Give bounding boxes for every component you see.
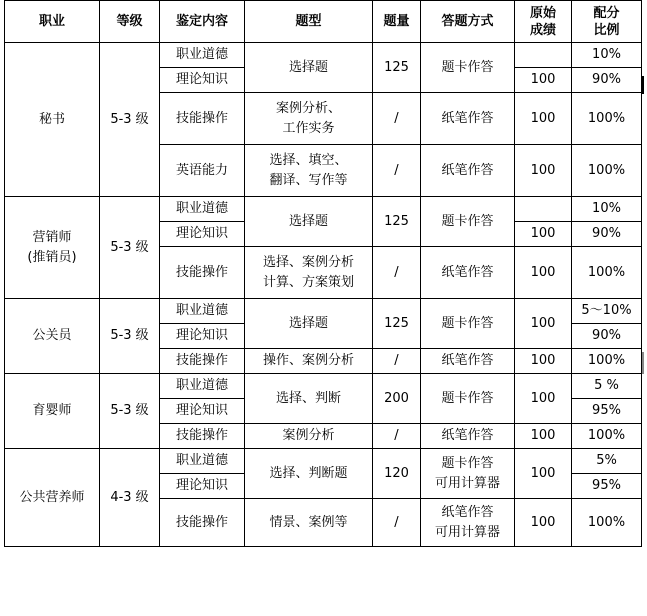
header-count: 题量	[373, 1, 421, 43]
answer-method-cell: 题卡作答	[421, 43, 515, 93]
level-cell: 5-3 级	[100, 197, 160, 299]
answer-method-cell: 纸笔作答	[421, 93, 515, 145]
table-row	[5, 299, 642, 324]
count-cell: /	[373, 499, 421, 547]
ratio-cell: 100%	[572, 145, 642, 197]
score-cell	[515, 43, 572, 68]
table-row	[5, 43, 642, 68]
ratio-cell: 90%	[572, 222, 642, 247]
count-cell: /	[373, 424, 421, 449]
ratio-cell: 95%	[572, 399, 642, 424]
question-type-cell: 选择、案例分析 计算、方案策划	[245, 247, 373, 299]
ratio-cell: 90%	[572, 68, 642, 93]
score-cell: 100	[515, 499, 572, 547]
content-cell: 技能操作	[160, 499, 245, 547]
score-cell: 100	[515, 145, 572, 197]
count-cell: /	[373, 145, 421, 197]
question-type-cell: 选择题	[245, 197, 373, 247]
question-type-cell: 情景、案例等	[245, 499, 373, 547]
score-cell: 100	[515, 222, 572, 247]
ratio-cell: 95%	[572, 474, 642, 499]
count-cell: 125	[373, 197, 421, 247]
answer-method-cell: 题卡作答	[421, 374, 515, 424]
score-cell: 100	[515, 68, 572, 93]
question-type-cell: 选择题	[245, 299, 373, 349]
header-ratio: 配分 比例	[572, 1, 642, 43]
header-content: 鉴定内容	[160, 1, 245, 43]
count-cell: /	[373, 349, 421, 374]
edge-marker	[642, 76, 644, 94]
content-cell: 技能操作	[160, 424, 245, 449]
score-cell: 100	[515, 93, 572, 145]
score-cell: 100	[515, 349, 572, 374]
ratio-cell: 100%	[572, 93, 642, 145]
content-cell: 理论知识	[160, 222, 245, 247]
score-cell: 100	[515, 449, 572, 499]
content-cell: 职业道德	[160, 374, 245, 399]
content-cell: 职业道德	[160, 197, 245, 222]
exam-table	[4, 0, 642, 547]
ratio-cell: 100%	[572, 424, 642, 449]
header-question-type: 题型	[245, 1, 373, 43]
ratio-cell: 100%	[572, 247, 642, 299]
answer-method-cell: 题卡作答	[421, 299, 515, 349]
header-level: 等级	[100, 1, 160, 43]
question-type-cell: 操作、案例分析	[245, 349, 373, 374]
content-cell: 技能操作	[160, 349, 245, 374]
occupation-cell: 公关员	[5, 299, 100, 374]
edge-marker	[642, 352, 644, 374]
content-cell: 理论知识	[160, 399, 245, 424]
ratio-cell: 5%	[572, 449, 642, 474]
occupation-cell: 育婴师	[5, 374, 100, 449]
answer-method-cell: 纸笔作答 可用计算器	[421, 499, 515, 547]
answer-method-cell: 题卡作答 可用计算器	[421, 449, 515, 499]
count-cell: 120	[373, 449, 421, 499]
content-cell: 英语能力	[160, 145, 245, 197]
count-cell: /	[373, 247, 421, 299]
level-cell: 4-3 级	[100, 449, 160, 547]
header-raw-score: 原始 成绩	[515, 1, 572, 43]
exam-table-container	[4, 0, 645, 547]
content-cell: 理论知识	[160, 68, 245, 93]
content-cell: 职业道德	[160, 449, 245, 474]
score-cell: 100	[515, 247, 572, 299]
ratio-cell: 5 %	[572, 374, 642, 399]
question-type-cell: 选择题	[245, 43, 373, 93]
content-cell: 理论知识	[160, 324, 245, 349]
question-type-cell: 选择、填空、 翻译、写作等	[245, 145, 373, 197]
score-cell: 100	[515, 374, 572, 424]
question-type-cell: 选择、判断题	[245, 449, 373, 499]
content-cell: 技能操作	[160, 93, 245, 145]
occupation-cell: 公共营养师	[5, 449, 100, 547]
ratio-cell: 90%	[572, 324, 642, 349]
ratio-cell: 10%	[572, 197, 642, 222]
answer-method-cell: 纸笔作答	[421, 349, 515, 374]
ratio-cell: 10%	[572, 43, 642, 68]
occupation-cell: 营销师 (推销员)	[5, 197, 100, 299]
table-row	[5, 374, 642, 399]
content-cell: 职业道德	[160, 43, 245, 68]
content-cell: 理论知识	[160, 474, 245, 499]
header-row	[5, 1, 642, 43]
answer-method-cell: 纸笔作答	[421, 145, 515, 197]
count-cell: 125	[373, 299, 421, 349]
count-cell: /	[373, 93, 421, 145]
question-type-cell: 案例分析、 工作实务	[245, 93, 373, 145]
occupation-cell: 秘书	[5, 43, 100, 197]
answer-method-cell: 纸笔作答	[421, 247, 515, 299]
content-cell: 职业道德	[160, 299, 245, 324]
ratio-cell: 100%	[572, 499, 642, 547]
table-row	[5, 197, 642, 222]
header-answer-method: 答题方式	[421, 1, 515, 43]
ratio-cell: 5～10%	[572, 299, 642, 324]
question-type-cell: 选择、判断	[245, 374, 373, 424]
score-cell: 100	[515, 299, 572, 349]
count-cell: 200	[373, 374, 421, 424]
table-row	[5, 449, 642, 474]
ratio-cell: 100%	[572, 349, 642, 374]
header-occupation: 职业	[5, 1, 100, 43]
score-cell	[515, 197, 572, 222]
level-cell: 5-3 级	[100, 374, 160, 449]
count-cell: 125	[373, 43, 421, 93]
content-cell: 技能操作	[160, 247, 245, 299]
answer-method-cell: 题卡作答	[421, 197, 515, 247]
score-cell: 100	[515, 424, 572, 449]
answer-method-cell: 纸笔作答	[421, 424, 515, 449]
level-cell: 5-3 级	[100, 299, 160, 374]
level-cell: 5-3 级	[100, 43, 160, 197]
question-type-cell: 案例分析	[245, 424, 373, 449]
